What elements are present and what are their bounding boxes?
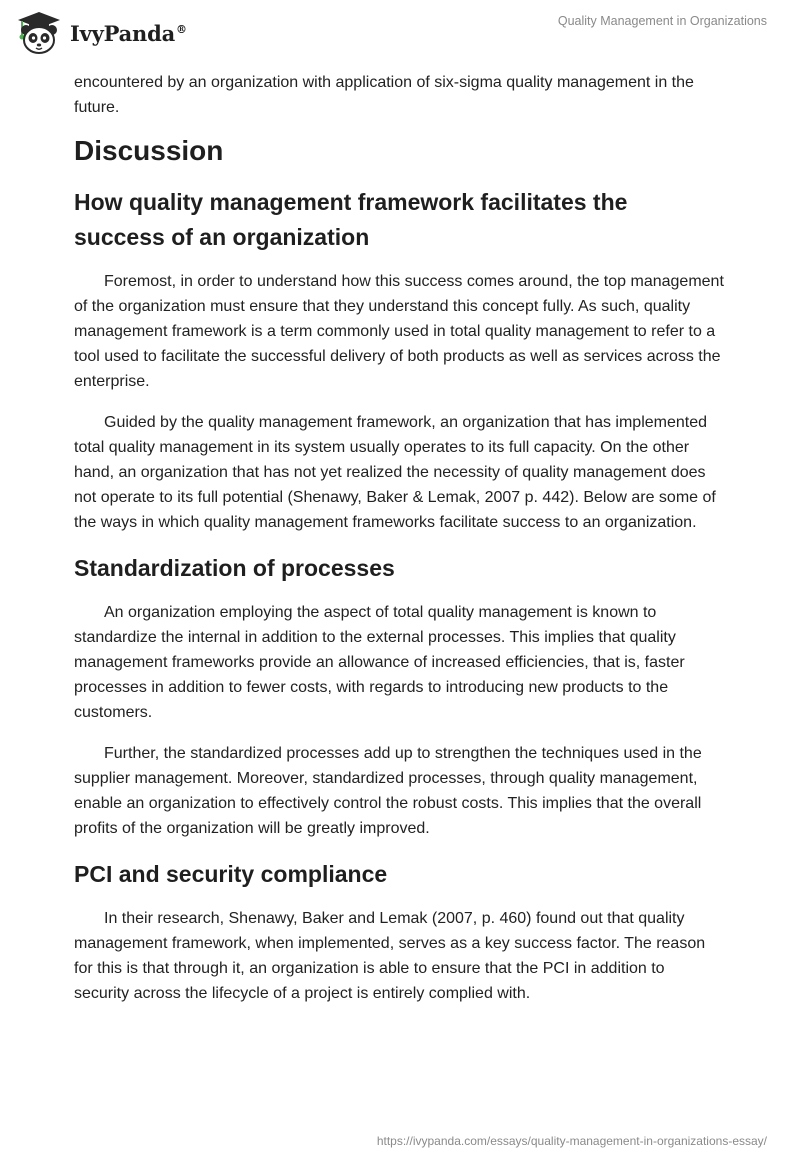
document-title: Quality Management in Organizations xyxy=(557,14,767,28)
paragraph-framework-1: Foremost, in order to understand how this success comes around, the top management of the organization must ensure that they understand this concept fully. As such, quality management framework is a term commonly used in total quality management to refer to a tool used to facilitate the successful delivery of both products as well as services across the enterprise. xyxy=(74,273,724,390)
heading-framework-success: How quality management framework facilitates the success of an organization xyxy=(74,189,628,250)
source-url-link[interactable]: https://ivypanda.com/essays/quality-management-in-organizations-essay/ xyxy=(376,1134,767,1148)
heading-pci-security: PCI and security compliance xyxy=(74,861,388,887)
paragraph-pci-1: In their research, Shenawy, Baker and Lemak (2007, p. 460) found out that quality management framework, when implemented, serves as a key success factor. The reason for this is that through it, an organization is able to ensure that the PCI in addition to security across the lifecycle of a project is entirely complied with. xyxy=(74,910,706,1002)
heading-standardization: Standardization of processes xyxy=(74,555,395,581)
page-header xyxy=(0,0,800,64)
essay-content xyxy=(74,70,724,1022)
logo-wordmark: IvyPanda® xyxy=(70,20,187,46)
ivypanda-logo[interactable] xyxy=(14,10,204,56)
paragraph-framework-2: Guided by the quality management framework, an organization that has implemented total quality management in its system usually operates to its full capacity. On the other hand, an organization that has not yet realized the necessity of quality management does not operate to its full potential (Shenawy, Baker & Lemak, 2007 p. 442). Below are some of the ways in which quality management frameworks facilitate success to an organization. xyxy=(74,414,716,531)
heading-discussion: Discussion xyxy=(74,135,224,166)
panda-graduate-icon xyxy=(14,10,64,56)
intro-paragraph-tail: encountered by an organization with application of six-sigma quality management in the future. xyxy=(74,74,694,116)
paragraph-standardization-2: Further, the standardized processes add up to strengthen the techniques used in the supplier management. Moreover, standardized processes, through quality management, enable an organization to effectively control the robust costs. This implies that the overall profits of the organization will be greatly improved. xyxy=(74,745,702,837)
paragraph-standardization-1: An organization employing the aspect of total quality management is known to standardize the internal in addition to the external processes. This implies that quality management frameworks provide an allowance of increased efficiencies, that is, faster processes in addition to fewer costs, with regards to introducing new products to the customers. xyxy=(74,604,685,721)
